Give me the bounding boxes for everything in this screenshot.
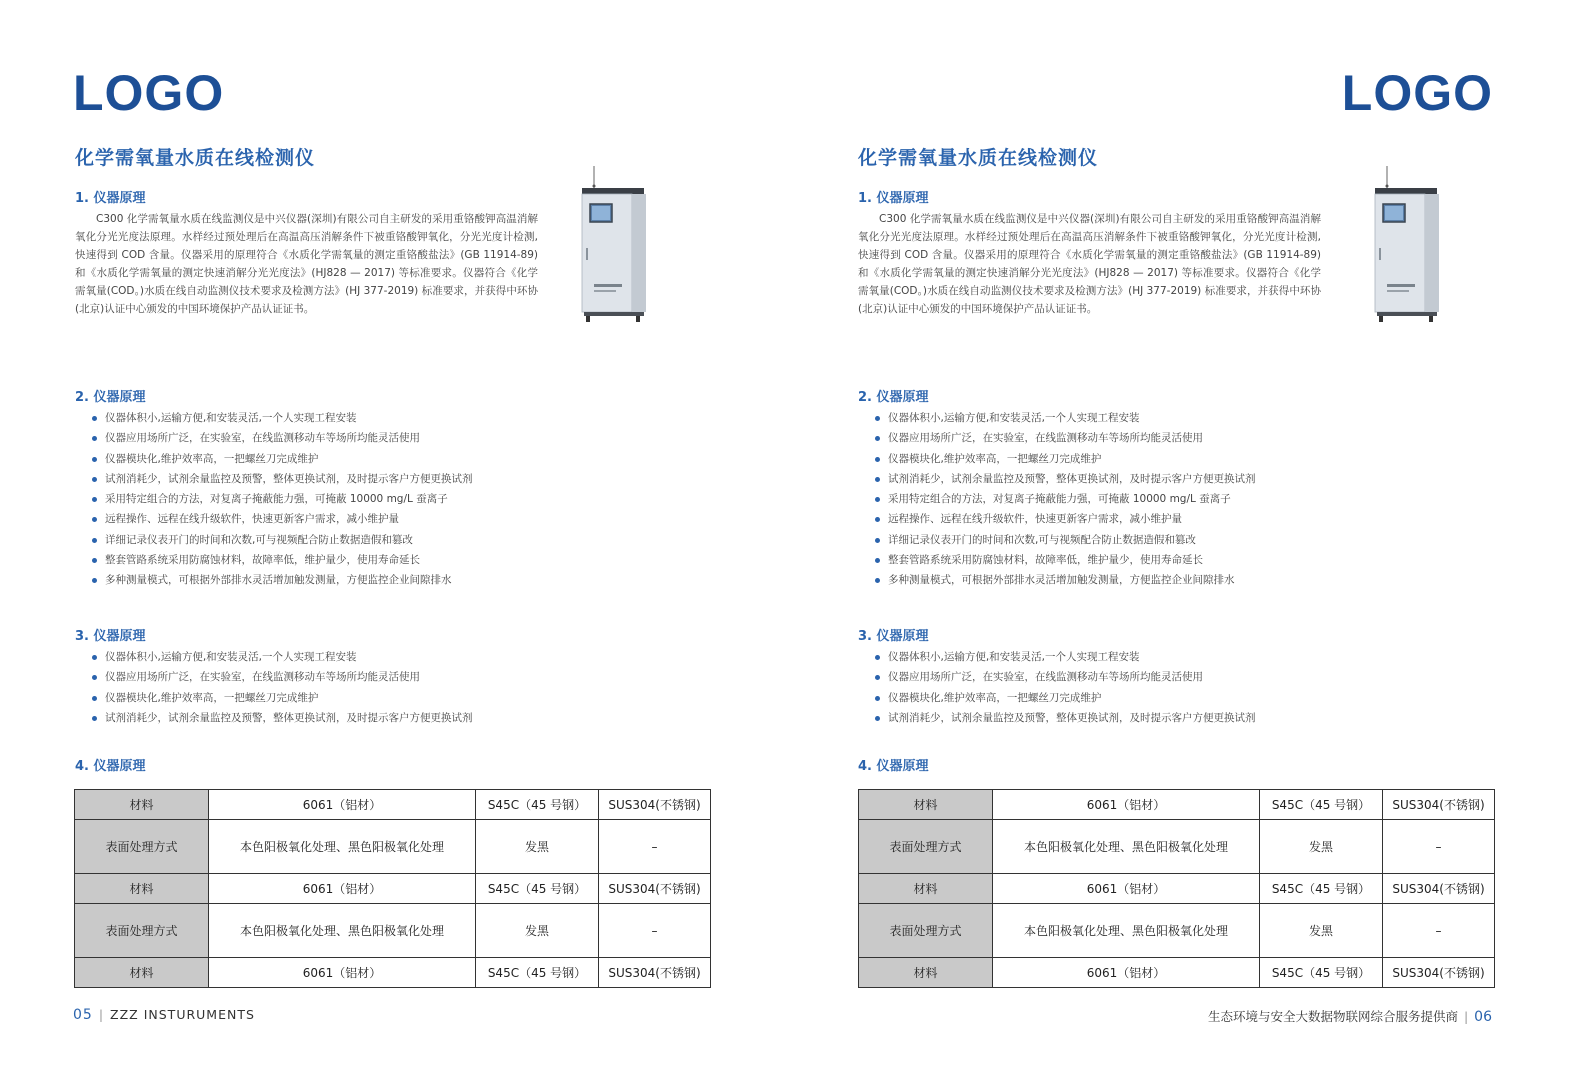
table-row <box>859 958 1495 988</box>
table-cell: 6061（铝材） <box>993 958 1260 988</box>
intro-paragraph: C300 化学需氧量水质在线监测仪是中兴仪器(深圳)有限公司自主研发的采用重铬酸钾高温消解氧化分光光度法原理。水样经过预处理后在高温高压消解条件下被重铬酸钾氧化，分光光度计检测,快速得到 COD 含量。仪器采用的原理符合《水质化学需氧量的测定重铬酸盐法》(GB 11914-89)和《水质化学需氧量的测定快速消解分光光度法》(HJ828 — 2017) 等标准要求。仪器符合《化学需氧量(COD。)水质在线自动监测仪技术要求及检测方法》(HJ 377-2019) 标准要求，并获得中环协(北京)认证中心颁发的中国环境保护产品认证证书。 <box>858 213 1321 315</box>
table-cell: 材料 <box>75 958 209 988</box>
table-cell: 6061（铝材） <box>993 790 1260 820</box>
table-cell: 表面处理方式 <box>859 820 993 874</box>
table-row <box>859 790 1495 820</box>
table-row <box>75 790 711 820</box>
list-item: 整套管路系统采用防腐蚀材料，故障率低，维护量少，使用寿命延长 <box>875 550 1256 570</box>
table-cell: SUS304(不锈钢) <box>599 874 711 904</box>
table-cell: 本色阳极氧化处理、黑色阳极氧化处理 <box>209 820 476 874</box>
list-item: 采用特定组合的方法，对复离子掩蔽能力强，可掩蔽 10000 mg/L 蚕离子 <box>92 489 473 509</box>
list-item: 仪器体积小,运输方便,和安装灵活,一个人实现工程安装 <box>875 408 1256 428</box>
analyzer-cabinet-image <box>574 166 654 323</box>
table-cell: SUS304(不锈钢) <box>1383 958 1495 988</box>
table-cell: S45C（45 号钢） <box>476 958 599 988</box>
list-item: 多种测量模式，可根据外部排水灵活增加触发测量，方便监控企业间隙排水 <box>875 570 1256 590</box>
spec-table <box>74 789 711 988</box>
table-cell: 表面处理方式 <box>75 904 209 958</box>
table-cell: 表面处理方式 <box>75 820 209 874</box>
list-item: 仪器模块化,维护效率高，一把螺丝刀完成维护 <box>92 688 473 708</box>
table-row <box>859 874 1495 904</box>
list-item: 整套管路系统采用防腐蚀材料，故障率低，维护量少，使用寿命延长 <box>92 550 473 570</box>
page-number: 05 <box>73 1007 93 1023</box>
footer-left: 05 | ZZZ INSTURUMENTS <box>73 1007 255 1023</box>
page-number: 06 <box>1474 1009 1492 1025</box>
table-cell: 本色阳极氧化处理、黑色阳极氧化处理 <box>993 820 1260 874</box>
table-cell: 表面处理方式 <box>859 904 993 958</box>
table-cell: 6061（铝材） <box>993 874 1260 904</box>
spec-table <box>858 789 1495 988</box>
analyzer-cabinet-image <box>1367 166 1447 323</box>
list-item: 详细记录仪表开门的时间和次数,可与视频配合防止数据造假和篡改 <box>92 530 473 550</box>
list-item: 仪器模块化,维护效率高，一把螺丝刀完成维护 <box>875 449 1256 469</box>
feature-list-2 <box>875 408 1256 591</box>
footer-right: 生态环境与安全大数据物联网综合服务提供商 | 06 <box>1207 1009 1492 1025</box>
list-item: 采用特定组合的方法，对复离子掩蔽能力强，可掩蔽 10000 mg/L 蚕离子 <box>875 489 1256 509</box>
feature-list-3 <box>875 647 1256 728</box>
table-cell: 材料 <box>75 790 209 820</box>
table-cell: – <box>1383 820 1495 874</box>
list-item: 仪器模块化,维护效率高，一把螺丝刀完成维护 <box>875 688 1256 708</box>
list-item: 远程操作、远程在线升级软件，快速更新客户需求，减小维护量 <box>92 509 473 529</box>
section-4-heading: 4. 仪器原理 <box>858 759 929 774</box>
intro-paragraph: C300 化学需氧量水质在线监测仪是中兴仪器(深圳)有限公司自主研发的采用重铬酸钾高温消解氧化分光光度法原理。水样经过预处理后在高温高压消解条件下被重铬酸钾氧化，分光光度计检测,快速得到 COD 含量。仪器采用的原理符合《水质化学需氧量的测定重铬酸盐法》(GB 11914-89)和《水质化学需氧量的测定快速消解分光光度法》(HJ828 — 2017) 等标准要求。仪器符合《化学需氧量(COD。)水质在线自动监测仪技术要求及检测方法》(HJ 377-2019) 标准要求，并获得中环协(北京)认证中心颁发的中国环境保护产品认证证书。 <box>75 213 538 315</box>
section-1-heading: 1. 仪器原理 <box>858 191 929 206</box>
table-cell: 本色阳极氧化处理、黑色阳极氧化处理 <box>209 904 476 958</box>
list-item: 仪器体积小,运输方便,和安装灵活,一个人实现工程安装 <box>875 647 1256 667</box>
list-item: 仪器体积小,运输方便,和安装灵活,一个人实现工程安装 <box>92 647 473 667</box>
list-item: 仪器应用场所广泛，在实验室，在线监测移动车等场所均能灵活使用 <box>92 428 473 448</box>
table-row <box>75 904 711 958</box>
feature-list-3 <box>92 647 473 728</box>
list-item: 仪器应用场所广泛，在实验室，在线监测移动车等场所均能灵活使用 <box>92 667 473 687</box>
feature-list-2 <box>92 408 473 591</box>
list-item: 试剂消耗少，试剂余量监控及预警，整体更换试剂，及时提示客户方便更换试剂 <box>875 708 1256 728</box>
table-row <box>859 904 1495 958</box>
table-cell: S45C（45 号钢） <box>1260 790 1383 820</box>
list-item: 仪器模块化,维护效率高，一把螺丝刀完成维护 <box>92 449 473 469</box>
logo: LOGO <box>1341 65 1493 121</box>
table-cell: S45C（45 号钢） <box>476 790 599 820</box>
table-cell: SUS304(不锈钢) <box>599 790 711 820</box>
list-item: 仪器应用场所广泛，在实验室，在线监测移动车等场所均能灵活使用 <box>875 428 1256 448</box>
table-cell: 6061（铝材） <box>209 874 476 904</box>
section-3-heading: 3. 仪器原理 <box>858 629 929 644</box>
footer-tagline: 生态环境与安全大数据物联网综合服务提供商 <box>1207 1009 1458 1024</box>
list-item: 试剂消耗少，试剂余量监控及预警，整体更换试剂，及时提示客户方便更换试剂 <box>875 469 1256 489</box>
list-item: 详细记录仪表开门的时间和次数,可与视频配合防止数据造假和篡改 <box>875 530 1256 550</box>
table-cell: – <box>1383 904 1495 958</box>
list-item: 多种测量模式，可根据外部排水灵活增加触发测量，方便监控企业间隙排水 <box>92 570 473 590</box>
table-row <box>75 958 711 988</box>
table-cell: 本色阳极氧化处理、黑色阳极氧化处理 <box>993 904 1260 958</box>
table-cell: 发黑 <box>1260 904 1383 958</box>
table-cell: S45C（45 号钢） <box>1260 958 1383 988</box>
table-cell: SUS304(不锈钢) <box>599 958 711 988</box>
table-cell: SUS304(不锈钢) <box>1383 874 1495 904</box>
list-item: 试剂消耗少，试剂余量监控及预警，整体更换试剂，及时提示客户方便更换试剂 <box>92 708 473 728</box>
list-item: 远程操作、远程在线升级软件，快速更新客户需求，减小维护量 <box>875 509 1256 529</box>
section-2-heading: 2. 仪器原理 <box>75 390 146 405</box>
table-cell: 发黑 <box>476 904 599 958</box>
table-cell: S45C（45 号钢） <box>476 874 599 904</box>
table-cell: 6061（铝材） <box>209 790 476 820</box>
section-4-heading: 4. 仪器原理 <box>75 759 146 774</box>
table-cell: SUS304(不锈钢) <box>1383 790 1495 820</box>
table-cell: – <box>599 820 711 874</box>
list-item: 试剂消耗少，试剂余量监控及预警，整体更换试剂，及时提示客户方便更换试剂 <box>92 469 473 489</box>
table-cell: – <box>599 904 711 958</box>
table-cell: 材料 <box>75 874 209 904</box>
table-cell: 材料 <box>859 958 993 988</box>
table-cell: 发黑 <box>476 820 599 874</box>
section-1-heading: 1. 仪器原理 <box>75 191 146 206</box>
table-row <box>859 820 1495 874</box>
right-page <box>794 0 1588 1077</box>
section-2-heading: 2. 仪器原理 <box>858 390 929 405</box>
table-row <box>75 874 711 904</box>
table-cell: S45C（45 号钢） <box>1260 874 1383 904</box>
table-cell: 6061（铝材） <box>209 958 476 988</box>
table-cell: 发黑 <box>1260 820 1383 874</box>
page-title: 化学需氧量水质在线检测仪 <box>858 147 1099 169</box>
page-title: 化学需氧量水质在线检测仪 <box>75 147 316 169</box>
list-item: 仪器体积小,运输方便,和安装灵活,一个人实现工程安装 <box>92 408 473 428</box>
logo: LOGO <box>73 65 225 121</box>
table-cell: 材料 <box>859 790 993 820</box>
table-row <box>75 820 711 874</box>
section-3-heading: 3. 仪器原理 <box>75 629 146 644</box>
footer-brand: ZZZ INSTURUMENTS <box>110 1007 255 1022</box>
table-cell: 材料 <box>859 874 993 904</box>
list-item: 仪器应用场所广泛，在实验室，在线监测移动车等场所均能灵活使用 <box>875 667 1256 687</box>
